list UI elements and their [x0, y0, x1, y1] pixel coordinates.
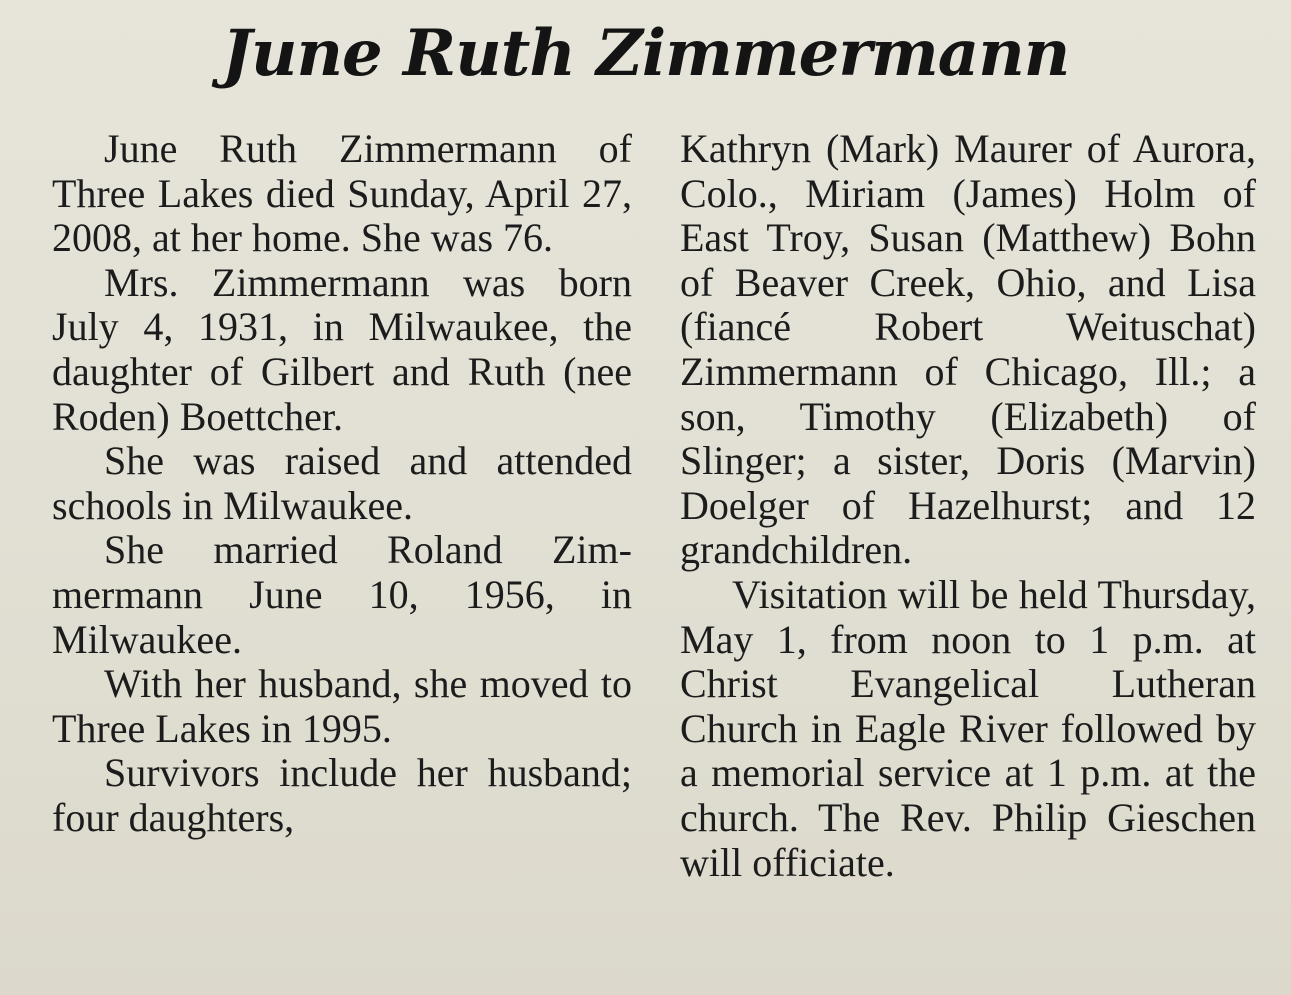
paragraph-schooling: She was raised and attended schools in Milwaukee.	[52, 438, 632, 528]
right-column	[680, 127, 1256, 885]
obituary-headline: June Ruth Zimmermann	[221, 16, 1070, 91]
left-column	[52, 127, 632, 841]
paragraph-marriage: She married Roland Zimmermann June 10, 1956, in Milwaukee.	[52, 527, 632, 662]
paragraph-visitation: Visitation will be held Thursday, May 1, from noon to 1 p.m. at Christ Evangelical Lutheran Church in Eagle River followed by a memorial service at 1 p.m. at the church. The Rev. Philip Gieschen will officiate.	[680, 571, 1256, 885]
paragraph-relocation: With her husband, she moved to Three Lakes in 1995.	[52, 661, 632, 751]
paragraph-survivors-continued: Kathryn (Mark) Maurer of Aurora, Colo., Miriam (James) Holm of East Troy, Susan (Matthew) Bohn of Beaver Creek, Ohio, and Lisa (fiancé Robert Weituschat) Zimmermann of Chicago, Ill.; a son, Timothy (Elizabeth) of Slinger; a sister, Doris (Marvin) Doelger of Hazelhurst; and 12 grandchildren.	[680, 126, 1256, 573]
paragraph-survivors-start: Survivors include her husband; four daughters,	[52, 750, 632, 840]
paragraph-death-notice: June Ruth Zimmermann of Three Lakes died Sunday, April 27, 2008, at her home. She was 76.	[52, 126, 632, 261]
paragraph-birth: Mrs. Zimmermann was born July 4, 1931, in Milwaukee, the daughter of Gilbert and Ruth (nee Roden) Boettcher.	[52, 259, 632, 439]
